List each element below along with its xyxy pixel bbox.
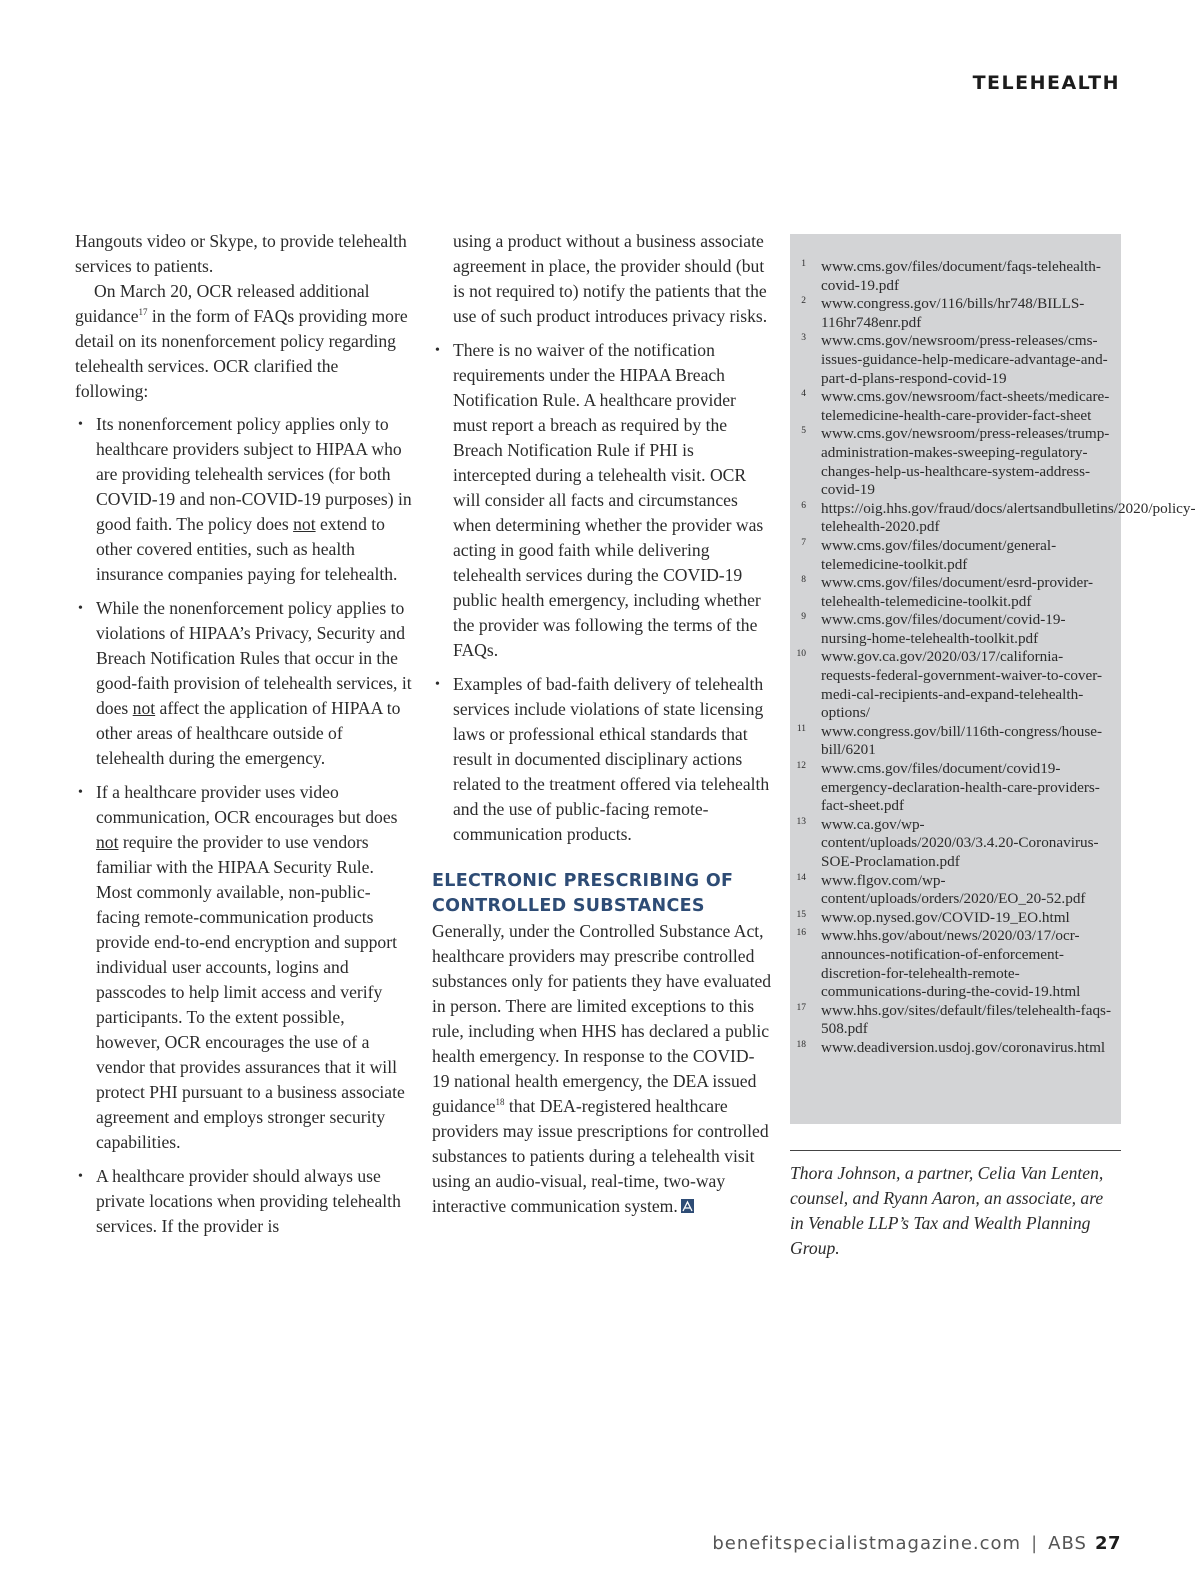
endnote-item: [790, 927, 1113, 1001]
endnotes-list: [790, 234, 1196, 1058]
bullet-list: [432, 338, 772, 847]
paragraph: Hangouts video or Skype, to provide telehealth services to patients.: [75, 231, 407, 276]
bullet-item: [75, 596, 413, 771]
endnote-url-link[interactable]: www.gov.ca.gov/2020/03/17/california-requests-federal-government-waiver-to-cover-medi-cal-recipients-and-expand-telehealth-options/: [821, 648, 1103, 722]
endnote-number: 8: [801, 575, 806, 586]
page-number: 27: [1094, 1533, 1121, 1554]
endnote-url-link[interactable]: https://oig.hhs.gov/fraud/docs/alertsandbulletins/2020/policy-telehealth-2020.pdf: [821, 499, 1196, 536]
text-run: affect the application of HIPAA to other areas of healthcare outside of telehealth during the emergency.: [96, 698, 401, 768]
endnote-item: [790, 499, 1196, 537]
text-run: There is no waiver of the notification requirements under the HIPAA Breach Notification Rule. A healthcare provider must report a breach as required by the Breach Notification Rule if PHI is intercepted during a telehealth visit. OCR will consider all facts and circumstances when determining whether the provider was acting in good faith while delivering telehealth services during the COVID-19 public health emergency, including whether the provider was following the terms of the FAQs.: [453, 340, 764, 660]
endnote-number: 7: [801, 537, 806, 548]
endnote-url-link[interactable]: www.cms.gov/newsroom/fact-sheets/medicare-telemedicine-health-care-provider-fact-sheet: [821, 388, 1110, 424]
endnote-item: [790, 611, 1113, 648]
footer-brand: ABS: [1048, 1533, 1087, 1554]
endnote-number: 10: [796, 649, 806, 660]
section-subhead: ELECTRONIC PRESCRIBING OF CONTROLLED SUBSTANCES: [432, 871, 734, 916]
bullet-item: [432, 338, 772, 663]
endnote-number: 4: [801, 389, 806, 400]
text-run: A healthcare provider should always use private locations when providing telehealth services. If the provider is: [96, 1166, 401, 1236]
endnote-number: 3: [801, 333, 806, 344]
paragraph: [432, 919, 772, 1219]
page-footer: [712, 1533, 1121, 1554]
endnote-number: 16: [796, 928, 806, 939]
section-header: TELEHEALTH: [972, 72, 1120, 94]
footer-site-link[interactable]: benefitspecialistmagazine.com: [712, 1533, 1022, 1554]
endnote-number: 11: [796, 723, 806, 734]
endnote-item: [790, 574, 1113, 611]
bullet-continuation: using a product without a business associate agreement in place, the provider should (but is not required to) notify the patients that the use of such product introduces privacy risks.: [453, 231, 768, 326]
endnote-url-link[interactable]: www.hhs.gov/about/news/2020/03/17/ocr-announces-notification-of-enforcement-discretion-for-telehealth-remote-communications-during-the-covid-19.html: [821, 927, 1081, 1001]
footnote-ref[interactable]: 18: [495, 1097, 505, 1107]
bullet-icon: •: [78, 601, 83, 616]
endnote-url-link[interactable]: www.cms.gov/newsroom/press-releases/trump-administration-makes-sweeping-regulatory-changes-help-us-healthcare-system-address-covid-19: [821, 425, 1110, 499]
endnote-item: [790, 258, 1113, 295]
bullet-item: [75, 1164, 413, 1239]
footer-separator: |: [1031, 1533, 1039, 1554]
endnote-item: [790, 1039, 1113, 1058]
footnote-ref[interactable]: 17: [138, 307, 148, 317]
paragraph: [75, 279, 413, 404]
endnote-item: [790, 388, 1113, 425]
text-run: extend to other covered entities, such as health insurance companies paying for telehealth.: [96, 514, 398, 584]
endnote-number: 14: [796, 872, 806, 883]
text-run: While the nonenforcement policy applies to violations of HIPAA’s Privacy, Security and Breach Notification Rules that occur in the good-faith provision of telehealth services, it does: [96, 598, 412, 718]
author-bio: Thora Johnson, a partner, Celia Van Lenten, counsel, and Ryann Aaron, an associate, are in Venable LLP’s Tax and Wealth Planning Group.: [790, 1163, 1104, 1258]
emphasis: not: [293, 514, 316, 534]
endnote-number: 15: [796, 909, 806, 920]
endnote-number: 9: [801, 612, 806, 623]
endnote-number: 5: [801, 426, 806, 437]
bullet-icon: •: [78, 417, 83, 432]
text-run: Generally, under the Controlled Substance Act, healthcare providers may prescribe controlled substances only for patients they have evaluated in person. There are limited exceptions to this rule, including when HHS has declared a public health emergency. In response to the COVID-19 national health emergency, the DEA issued guidance: [432, 921, 772, 1116]
endnote-item: [790, 537, 1113, 574]
endnote-number: 1: [801, 259, 806, 269]
bullet-list: [75, 412, 413, 1239]
text-run: If a healthcare provider uses video communication, OCR encourages but does: [96, 782, 398, 827]
endnote-url-link[interactable]: www.cms.gov/files/document/esrd-provider-telehealth-telemedicine-toolkit.pdf: [821, 574, 1094, 610]
text-run: that DEA-registered healthcare providers may issue prescriptions for controlled substances to patients during a telehealth visit using an audio-visual, real-time, two-way interactive communication system.: [432, 1096, 769, 1216]
bullet-item: [75, 780, 413, 1155]
endnote-number: 17: [796, 1002, 806, 1013]
endnote-number: 18: [796, 1039, 806, 1050]
endnote-url-link[interactable]: www.cms.gov/files/document/general-telemedicine-toolkit.pdf: [821, 536, 1057, 573]
text-run: Its nonenforcement policy applies only to healthcare providers subject to HIPAA who are providing telehealth services (for both COVID-19 and non-COVID-19 purposes) in good faith. The policy does: [96, 414, 412, 534]
endnote-url-link[interactable]: www.cms.gov/newsroom/press-releases/cms-issues-guidance-help-medicare-advantage-and-part-d-plans-respond-covid-19: [821, 332, 1108, 387]
bullet-icon: •: [78, 785, 83, 800]
bullet-icon: •: [435, 343, 440, 358]
text-run: Examples of bad-faith delivery of telehealth services include violations of state licensing laws or professional ethical standards that result in documented disciplinary actions related to the treatment offered via telehealth and the use of public-facing remote-communication products.: [453, 674, 770, 844]
end-of-article-icon: [681, 1199, 694, 1213]
endnote-url-link[interactable]: www.cms.gov/files/document/covid-19-nursing-home-telehealth-toolkit.pdf: [821, 611, 1066, 647]
endnote-item: [790, 1002, 1113, 1039]
bullet-icon: •: [78, 1169, 83, 1184]
endnote-item: [790, 648, 1113, 722]
endnote-item: [790, 332, 1113, 388]
endnote-item: [790, 425, 1113, 499]
endnote-number: 12: [796, 761, 806, 772]
column-middle: [432, 229, 772, 1219]
column-left: [75, 229, 413, 1239]
endnote-url-link[interactable]: www.cms.gov/files/document/faqs-telehealth-covid-19.pdf: [821, 258, 1101, 294]
endnote-item: [790, 872, 1113, 909]
endnote-item: [790, 723, 1113, 760]
endnote-url-link[interactable]: www.cms.gov/files/document/covid19-emergency-declaration-health-care-providers-fact-sheet.pdf: [821, 760, 1100, 815]
emphasis: not: [96, 832, 119, 852]
endnote-url-link[interactable]: www.ca.gov/wp-content/uploads/2020/03/3.4.20-Coronavirus-SOE-Proclamation.pdf: [821, 815, 1099, 870]
endnote-url-link[interactable]: www.op.nysed.gov/COVID-19_EO.html: [821, 908, 1070, 926]
text-run: in the form of FAQs providing more detail on its nonenforcement policy regarding telehealth services. OCR clarified the following:: [75, 306, 408, 401]
endnote-item: [790, 295, 1113, 332]
endnote-number: 6: [801, 500, 806, 511]
bullet-icon: •: [435, 677, 440, 692]
endnote-url-link[interactable]: www.deadiversion.usdoj.gov/coronavirus.html: [821, 1038, 1106, 1056]
endnote-number: 13: [796, 816, 806, 827]
text-run: require the provider to use vendors familiar with the HIPAA Security Rule. Most commonly available, non-public-facing remote-communication products provide end-to-end encryption and support individual user accounts, logins and passcodes to help limit access and verify participants. To the extent possible, however, OCR encourages the use of a vendor that provides assurances that it will protect PHI pursuant to a business associate agreement and employs stronger security capabilities.: [96, 832, 405, 1152]
endnote-url-link[interactable]: www.hhs.gov/sites/default/files/telehealth-faqs-508.pdf: [821, 1001, 1112, 1038]
endnote-item: [790, 760, 1113, 816]
endnote-url-link[interactable]: www.congress.gov/bill/116th-congress/house-bill/6201: [821, 722, 1103, 759]
endnote-number: 2: [801, 296, 806, 307]
divider: [790, 1150, 1121, 1151]
endnote-url-link[interactable]: www.congress.gov/116/bills/hr748/BILLS-116hr748enr.pdf: [821, 295, 1085, 331]
bullet-item: [432, 672, 772, 847]
text-run: On March 20, OCR released additional guidance: [75, 281, 370, 326]
emphasis: not: [132, 698, 156, 718]
endnote-url-link[interactable]: www.flgov.com/wp-content/uploads/orders/2020/EO_20-52.pdf: [821, 871, 1086, 908]
endnotes-box: [790, 234, 1196, 1124]
endnote-item: [790, 816, 1113, 872]
endnote-item: [790, 909, 1113, 928]
bullet-item: [75, 412, 413, 587]
